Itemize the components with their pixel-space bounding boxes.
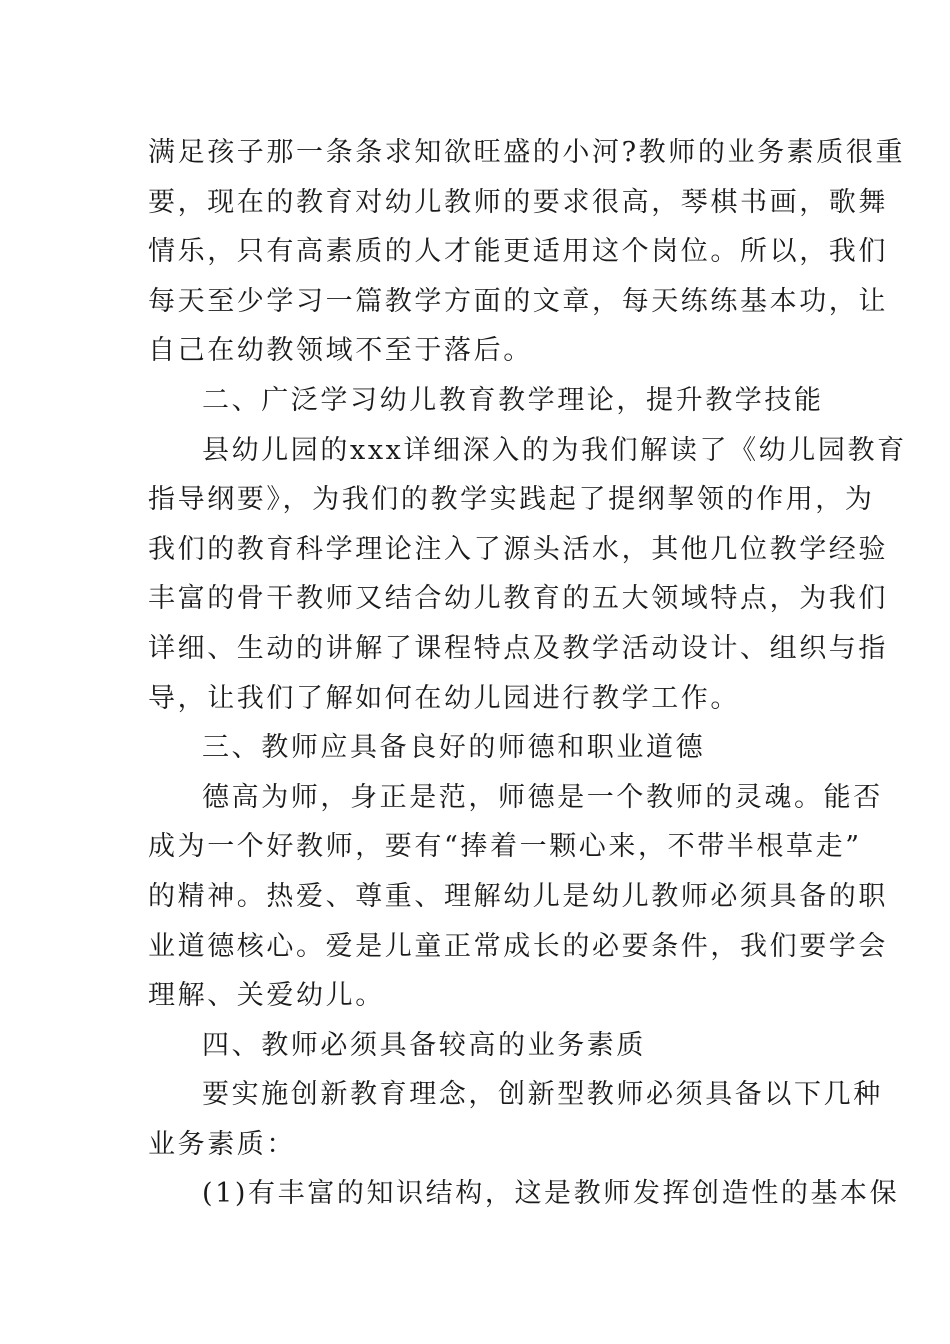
text-line: 成为一个好教师，要有“捧着一颗心来，不带半根草走”	[148, 831, 862, 863]
text-line: 县幼儿园的xxx详细深入的为我们解读了《幼儿园教育	[202, 434, 907, 466]
text-line: 业道德核心。爱是儿童正常成长的必要条件，我们要学会	[148, 930, 888, 962]
text-line: 的精神。热爱、尊重、理解幼儿是幼儿教师必须具备的职	[148, 880, 888, 912]
section-heading: 二、广泛学习幼儿教育教学理论，提升教学技能	[202, 384, 824, 416]
text-line: 我们的教育科学理论注入了源头活水，其他几位教学经验	[148, 533, 888, 565]
text-line: 业务素质：	[148, 1128, 296, 1160]
text-line: 导，让我们了解如何在幼儿园进行教学工作。	[148, 682, 740, 714]
text-line: 理解、关爱幼儿。	[148, 980, 385, 1012]
text-line: 要，现在的教育对幼儿教师的要求很高，琴棋书画，歌舞	[148, 186, 888, 218]
text-line: 丰富的骨干教师又结合幼儿教育的五大领域特点，为我们	[148, 583, 888, 615]
section-heading: 三、教师应具备良好的师德和职业道德	[202, 732, 706, 764]
text-line: 要实施创新教育理念，创新型教师必须具备以下几种	[202, 1079, 883, 1111]
section-heading: 四、教师必须具备较高的业务素质	[202, 1029, 646, 1061]
text-line: 自己在幼教领域不至于落后。	[148, 335, 533, 367]
text-line: 情乐，只有高素质的人才能更适用这个岗位。所以，我们	[148, 236, 888, 268]
body-text	[148, 128, 907, 1219]
text-line: 指导纲要》，为我们的教学实践起了提纲挈领的作用，为	[148, 484, 875, 516]
text-line: 满足孩子那一条条求知欲旺盛的小河?教师的业务素质很重	[148, 137, 906, 168]
text-line: 详细、生动的讲解了课程特点及教学活动设计、组织与指	[148, 632, 888, 664]
text-line: 每天至少学习一篇教学方面的文章，每天练练基本功，让	[148, 285, 888, 317]
text-line: 德高为师，身正是范，师德是一个教师的灵魂。能否	[202, 781, 883, 813]
text-line: (1)有丰富的知识结构，这是教师发挥创造性的基本保	[202, 1178, 900, 1210]
